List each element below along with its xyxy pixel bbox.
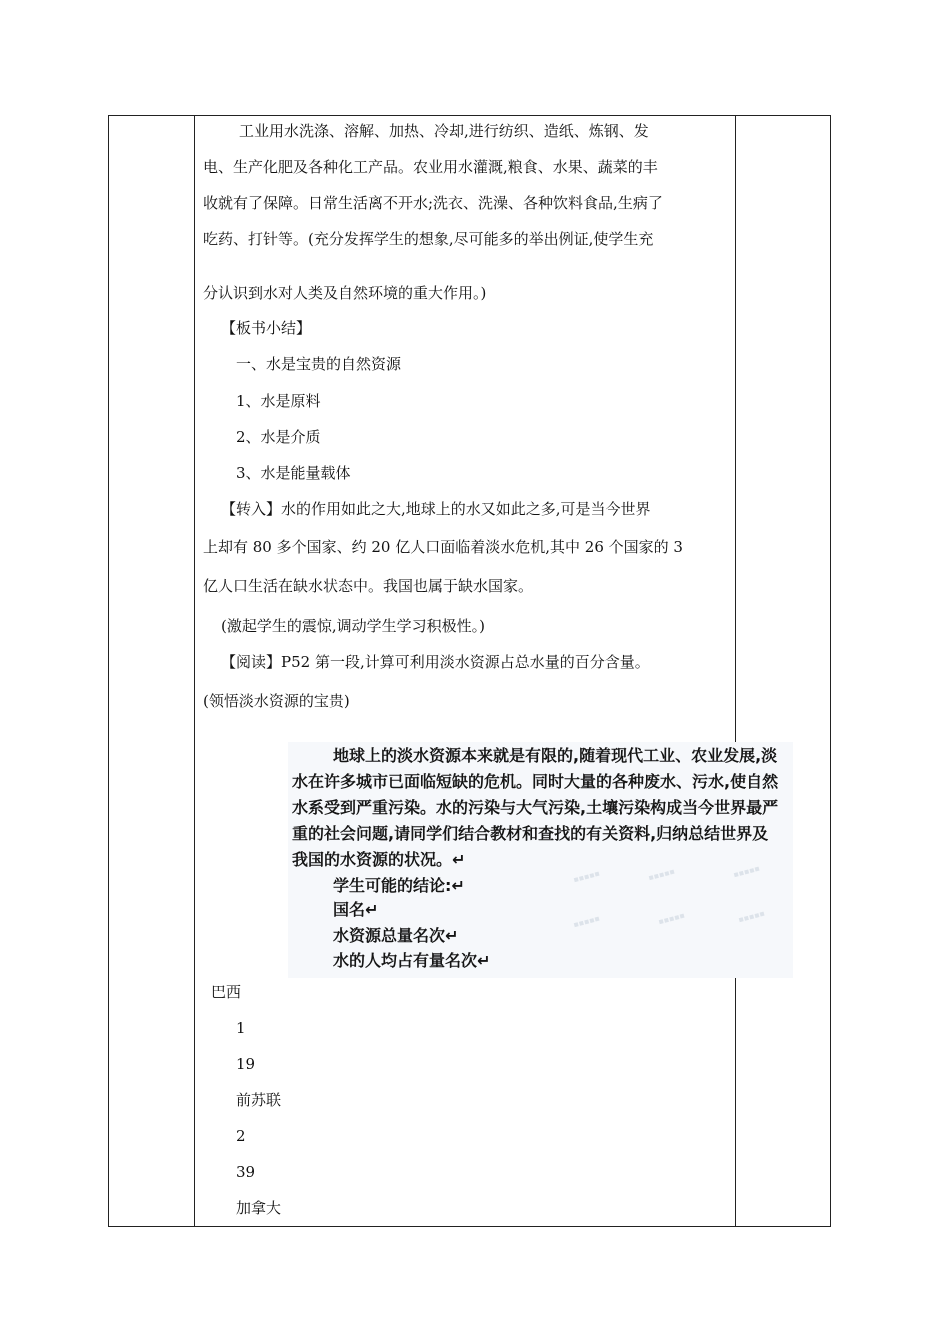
watermark-mark: ▪▪▪▪▪ [647, 866, 676, 883]
summary-heading: 【板书小结】 [221, 319, 312, 337]
rank-value: 2 [236, 1127, 246, 1145]
scanned-line: 国名↵ [333, 900, 379, 919]
summary-item: 1、水是原料 [236, 392, 321, 410]
scanned-text-image [288, 742, 793, 978]
paragraph-line: 吃药、打针等。(充分发挥学生的想象,尽可能多的举出例证,使学生充 [203, 230, 654, 248]
reading-note: (领悟淡水资源的宝贵) [203, 692, 350, 710]
country-name: 加拿大 [236, 1199, 282, 1217]
paragraph-line: 收就有了保障。日常生活离不开水;洗衣、洗澡、各种饮料食品,生病了 [203, 194, 663, 212]
scanned-line: 水资源总量名次↵ [333, 926, 459, 945]
lesson-table [108, 115, 831, 1227]
scanned-line: 学生可能的结论:↵ [333, 876, 465, 895]
rank-value: 1 [236, 1019, 246, 1037]
watermark-mark: ▪▪▪▪▪ [732, 863, 761, 880]
paragraph-line: 电、生产化肥及各种化工产品。农业用水灌溉,粮食、水果、蔬菜的丰 [203, 158, 658, 176]
scanned-line: 水系受到严重污染。水的污染与大气污染,土壤污染构成当今世界最严 [292, 798, 779, 817]
paragraph-line: 分认识到水对人类及自然环境的重大作用。) [203, 284, 487, 302]
summary-title: 一、水是宝贵的自然资源 [236, 355, 402, 373]
scanned-line: 地球上的淡水资源本来就是有限的,随着现代工业、农业发展,淡 [333, 746, 778, 765]
scanned-line: 重的社会问题,请同学们结合教材和查找的有关资料,归纳总结世界及 [292, 824, 769, 843]
summary-item: 3、水是能量载体 [236, 464, 351, 482]
transition-line: 上却有 80 多个国家、约 20 亿人口面临着淡水危机,其中 26 个国家的 3 [203, 538, 683, 556]
reading-task: 【阅读】P52 第一段,计算可利用淡水资源占总水量的百分含量。 [221, 653, 650, 671]
summary-item: 2、水是介质 [236, 428, 321, 446]
country-name: 前苏联 [236, 1091, 282, 1109]
rank-value: 39 [236, 1163, 256, 1181]
watermark-mark: ▪▪▪▪▪ [657, 910, 686, 927]
transition-line: 【转入】水的作用如此之大,地球上的水又如此之多,可是当今世界 [221, 500, 651, 518]
transition-line: 亿人口生活在缺水状态中。我国也属于缺水国家。 [203, 577, 534, 595]
watermark-mark: ▪▪▪▪▪ [737, 908, 766, 925]
paragraph-line: 工业用水洗涤、溶解、加热、冷却,进行纺织、造纸、炼钢、发 [239, 122, 649, 140]
content-cell [195, 116, 779, 1226]
teaching-note: (激起学生的震惊,调动学生学习积极性。) [221, 617, 485, 635]
watermark-mark: ▪▪▪▪▪ [572, 868, 601, 885]
scanned-line: 水在许多城市已面临短缺的危机。同时大量的各种废水、污水,使自然 [292, 772, 779, 791]
scanned-line: 水的人均占有量名次↵ [333, 951, 491, 970]
scanned-line: 我国的水资源的状况。↵ [292, 850, 466, 869]
rank-value: 19 [236, 1055, 256, 1073]
country-name: 巴西 [211, 983, 242, 1001]
column-divider-right [735, 116, 736, 1226]
watermark-mark: ▪▪▪▪▪ [572, 913, 601, 930]
